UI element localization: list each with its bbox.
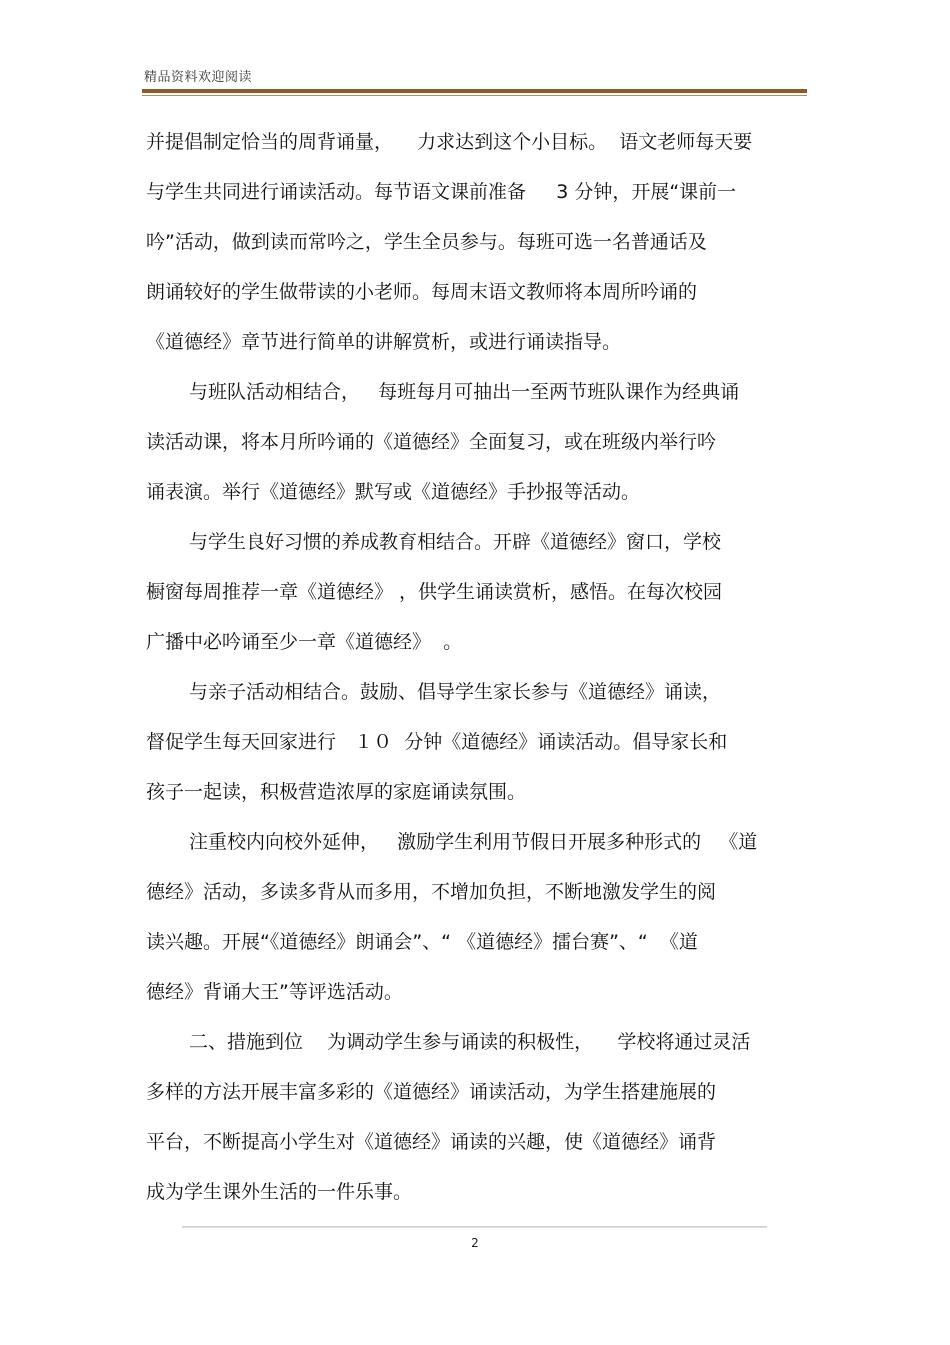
- header-divider: [142, 89, 807, 93]
- text-line: 与学生良好习惯的养成教育相结合。开辟《道德经》窗口，学校: [189, 531, 722, 553]
- text-line: 《道德经》章节进行简单的讲解赏析，或进行诵读指导。: [146, 331, 622, 353]
- page-header: 精品资料欢迎阅读: [144, 70, 253, 85]
- text-line: 朗诵较好的学生做带读的小老师。每周末语文教师将本周所吟诵的: [146, 281, 698, 303]
- text-line: 孩子一起读，积极营造浓厚的家庭诵读氛围。: [146, 781, 527, 803]
- page-number: 2: [471, 1236, 479, 1250]
- text-line: 成为学生课外生活的一件乐事。: [146, 1181, 413, 1203]
- text-line: 德经》背诵大王”等评选活动。: [146, 981, 403, 1003]
- text-line: 与学生共同进行诵读活动。每节语文课前准备 3 分钟，开展“课前一: [146, 181, 737, 203]
- text-line: 读兴趣。开展“《道德经》朗诵会”、“ 《道德经》擂台赛”、“ 《道: [146, 931, 698, 953]
- text-line: 注重校内向校外延伸， 激励学生利用节假日开展多种形式的 《道: [189, 831, 758, 853]
- text-line: 与亲子活动相结合。鼓励、倡导学生家长参与《道德经》诵读，: [189, 681, 722, 703]
- text-line: 橱窗每周推荐一章《道德经》 ，供学生诵读赏析，感悟。在每次校园: [146, 581, 723, 603]
- text-line: 二、措施到位 为调动学生参与诵读的积极性， 学校将通过灵活: [189, 1031, 751, 1053]
- text-line: 德经》活动，多读多背从而多用，不增加负担，不断地激发学生的阅: [146, 881, 717, 903]
- text-line: 吟”活动，做到读而常吟之，学生全员参与。每班可选一名普通话及: [146, 231, 707, 253]
- text-line: 读活动课，将本月所吟诵的《道德经》全面复习，或在班级内举行吟: [146, 431, 717, 453]
- text-line: 广播中必吟诵至少一章《道德经》 。: [146, 631, 463, 653]
- text-line: 督促学生每天回家进行 １０ 分钟《道德经》诵读活动。倡导家长和: [146, 731, 728, 753]
- footer-divider: [182, 1226, 767, 1228]
- text-line: 平台，不断提高小学生对《道德经》诵读的兴趣，使《道德经》诵背: [146, 1131, 717, 1153]
- header-divider-thin: [142, 95, 807, 96]
- text-line: 与班队活动相结合， 每班每月可抽出一至两节班队课作为经典诵: [189, 381, 740, 403]
- text-line: 多样的方法开展丰富多彩的《道德经》诵读活动，为学生搭建施展的: [146, 1081, 717, 1103]
- text-line: 诵表演。举行《道德经》默写或《道德经》手抄报等活动。: [146, 481, 641, 503]
- text-line: 并提倡制定恰当的周背诵量， 力求达到这个小目标。 语文老师每天要: [146, 131, 753, 153]
